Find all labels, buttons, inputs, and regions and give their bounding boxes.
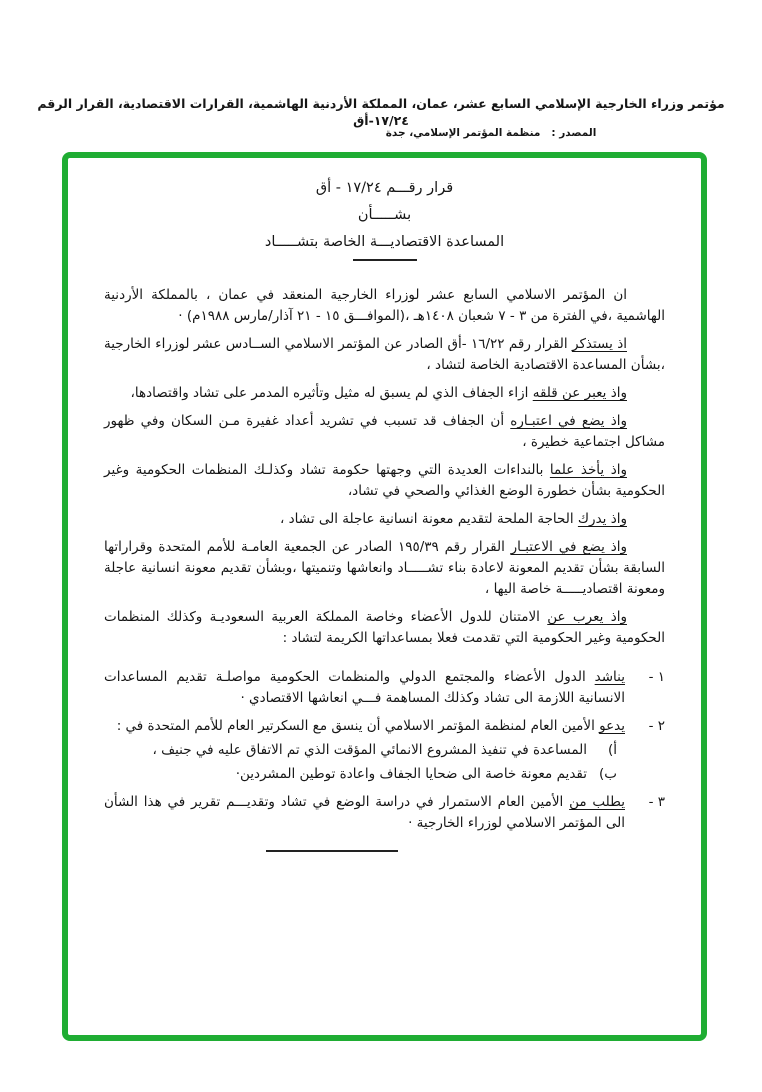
preamble-lead: واذ يضع في الاعتبـار [510,539,627,555]
regarding-label: بشـــــأن [357,207,412,223]
preamble-text: القرار رقم ١٩٥/٣٩ الصادر عن الجمعية العامـة للأمم المتحدة وقراراتها السابقة بشأن تقديم المعونة لاعادة بناء تشـــــاد وانعاشها وتنميتها ،وبشأن تقديم معونة انسانية عاجلة ومعونة اقتصاديـــــة خاصة اليها ، [104,539,665,597]
end-divider [266,850,398,852]
item-lead: يناشد [594,669,625,685]
preamble-paragraph-4 [104,411,665,453]
preamble-text: القرار رقم ١٦/٢٢ -أق الصادر عن المؤتمر الاسلامي الســادس عشر لوزراء الخارجية ،بشأن المساعدة الاقتصادية الخاصة لتشاد ، [104,336,665,373]
preamble-text: ان المؤتمر الاسلامي السابع عشر لوزراء الخارجية المنعقد في عمان ، بالمملكة الأردنية الهاشمية ،في الفترة من ٣ - ٧ شعبان ١٤٠٨هـ ،(الموافـــق ١٥ - ٢١ آذار/مارس ١٩٨٨م) · [104,287,665,324]
document-frame [62,152,707,1041]
preamble-text: بالنداءات العديدة التي وجهتها حكومة تشاد وكذلـك المنظمات الحكومية وغير الحكومية بشأن خطورة الوضع الغذائي والصحي في تشاد، [104,462,665,499]
item-number: ١ - [648,669,665,685]
preamble-lead: واذ يأخذ علما [549,462,627,478]
preamble-paragraph-7 [104,537,665,600]
operative-item-1 [104,667,665,709]
preamble-lead: واذ يدرك [577,511,627,527]
sub-item-marker: ب) [599,766,617,782]
item-body: الأمين العام لمنظمة المؤتمر الاسلامي أن ينسق مع السكرتير العام للأمم المتحدة في : [116,718,600,734]
scanned-document [68,158,701,852]
item-lead: يطلب من [569,794,625,810]
title-underline [353,259,417,261]
item-lead: يدعو [599,718,625,734]
resolution-number-title: قرار رقـــم ١٧/٢٤ - أق [315,180,454,196]
preamble-text: أن الجفاف قد تسبب في تشريد أعداد غفيرة مـن السكان وفي ظهور مشاكل اجتماعية خطيرة ، [104,413,665,450]
citation-header: مؤتمر وزراء الخارجية الإسلامي السابع عشر، عمان، المملكة الأردنية الهاشمية، القرارات الاقتصادية، القرار الرقم ١٧/٢٤-أق [37,96,725,128]
preamble-lead: واذ يعبر عن قلقه [532,385,627,401]
operative-items [104,667,665,834]
item-body: الدول الأعضاء والمجتمع الدولي والمنظمات الحكومية مواصلـة تقديم المساعدات الانسانية اللازمة الى تشاد وكذلك المساهمة فـــي انعاشها الاقتصادي · [104,669,625,706]
item-number: ٣ - [648,794,665,810]
item-body: الأمين العام الاستمرار في دراسة الوضع في تشاد وتقديـــم تقرير في هذا الشأن الى المؤتمر الاسلامي لوزراء الخارجية · [104,794,625,831]
item-text [104,667,625,709]
item-text [104,716,625,785]
preamble-text: ازاء الجفاف الذي لم يسبق له مثيل وتأثيره المدمر على تشاد واقتصادها، [130,385,533,401]
preamble-lead: واذ يضع في اعتبـاره [510,413,627,429]
preamble-paragraph-5 [104,460,665,502]
sub-item-a [104,740,617,761]
preamble-paragraph-8 [104,607,665,649]
sub-item-text: تقديم معونة خاصة الى ضحايا الجفاف واعادة توطين المشردين· [235,766,587,782]
preamble-lead: واذ يعرب عن [547,609,627,625]
resolution-subject-title: المساعدة الاقتصاديـــة الخاصة بتشـــــاد [264,234,505,250]
preamble-paragraph-3 [104,383,665,404]
sub-item-b [104,764,617,785]
sub-item-marker: أ) [607,742,617,758]
preamble-paragraph-6 [104,509,665,530]
operative-item-3 [104,792,665,834]
sub-item-text: المساعدة في تنفيذ المشروع الانمائي المؤقت الذي تم الاتفاق عليه في جنيف ، [152,742,587,758]
preamble-paragraph-2 [104,334,665,376]
preamble-text: الامتنان للدول الأعضاء وخاصة المملكة العربية السعوديـة وكذلك المنظمات الحكومية وغير الحكومية التي تقدمت فعلا بمساعداتها الكريمة لتشاد : [104,609,665,646]
preamble-paragraph-1 [104,285,665,327]
item-text [104,792,625,834]
preamble-text: الحاجة الملحة لتقديم معونة انسانية عاجلة الى تشاد ، [280,511,578,527]
item-number: ٢ - [648,718,665,734]
preamble-lead: اذ يستذكر [572,336,627,352]
source-line: المصدر : منظمة المؤتمر الإسلامي، جدة [385,127,597,139]
operative-item-2 [104,716,665,785]
